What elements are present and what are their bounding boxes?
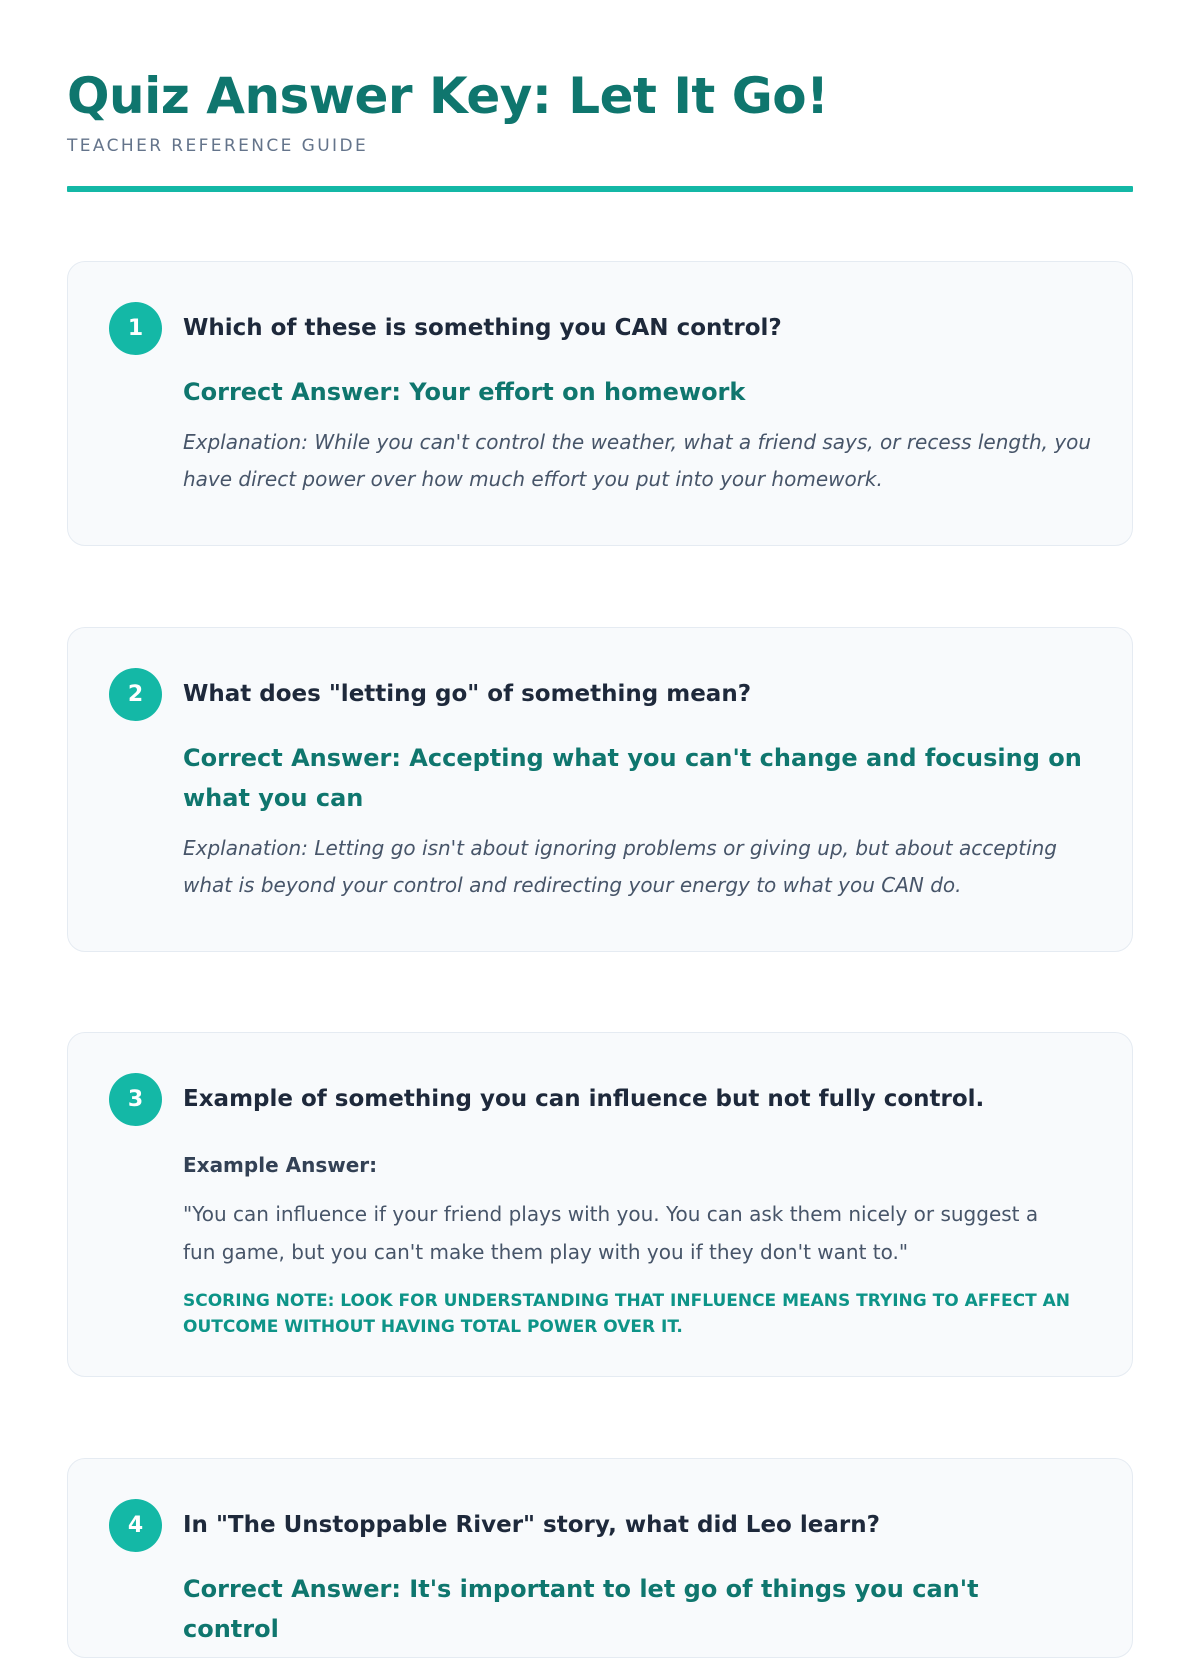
answer-explanation: Explanation: Letting go isn't about ignoring problems or giving up, but about accepting what is beyond your control and redirecting your energy to what you CAN do. [183, 836, 1058, 897]
correct-answer: Correct Answer: Your effort on homework [183, 378, 746, 406]
question-number-badge: 4 [109, 1499, 162, 1552]
answer-explanation: Explanation: While you can't control the weather, what a friend says, or recess length, you have direct power over how much effort you put into your homework. [183, 430, 1092, 491]
example-answer-label: Example Answer: [183, 1153, 378, 1177]
question-number-badge: 3 [109, 1073, 162, 1126]
page-header [67, 0, 1133, 192]
question-text: Which of these is something you CAN control? [183, 315, 782, 341]
example-answer-text: "You can influence if your friend plays with you. You can ask them nicely or suggest a fun game, but you can't make them play with you if they don't want to." [183, 1202, 1039, 1264]
page-subtitle: TEACHER REFERENCE GUIDE [67, 136, 369, 156]
question-number-badge: 2 [109, 668, 162, 721]
question-card-4 [67, 1458, 1133, 1658]
question-card-2 [67, 627, 1133, 952]
question-card-3 [67, 1032, 1133, 1377]
question-text: Example of something you can influence but not fully control. [183, 1086, 985, 1112]
header-divider [67, 186, 1133, 192]
scoring-note: SCORING NOTE: LOOK FOR UNDERSTANDING THAT INFLUENCE MEANS TRYING TO AFFECT AN OUTCOME WITHOUT HAVING TOTAL POWER OVER IT. [183, 1291, 1070, 1337]
correct-answer: Correct Answer: It's important to let go of things you can't control [183, 1575, 979, 1643]
page-title: Quiz Answer Key: Let It Go! [67, 67, 829, 125]
question-number-badge: 1 [109, 302, 162, 355]
question-text: In "The Unstoppable River" story, what did Leo learn? [183, 1512, 880, 1538]
question-text: What does "letting go" of something mean? [183, 681, 752, 707]
question-card-1 [67, 261, 1133, 546]
correct-answer: Correct Answer: Accepting what you can't change and focusing on what you can [183, 744, 1082, 812]
